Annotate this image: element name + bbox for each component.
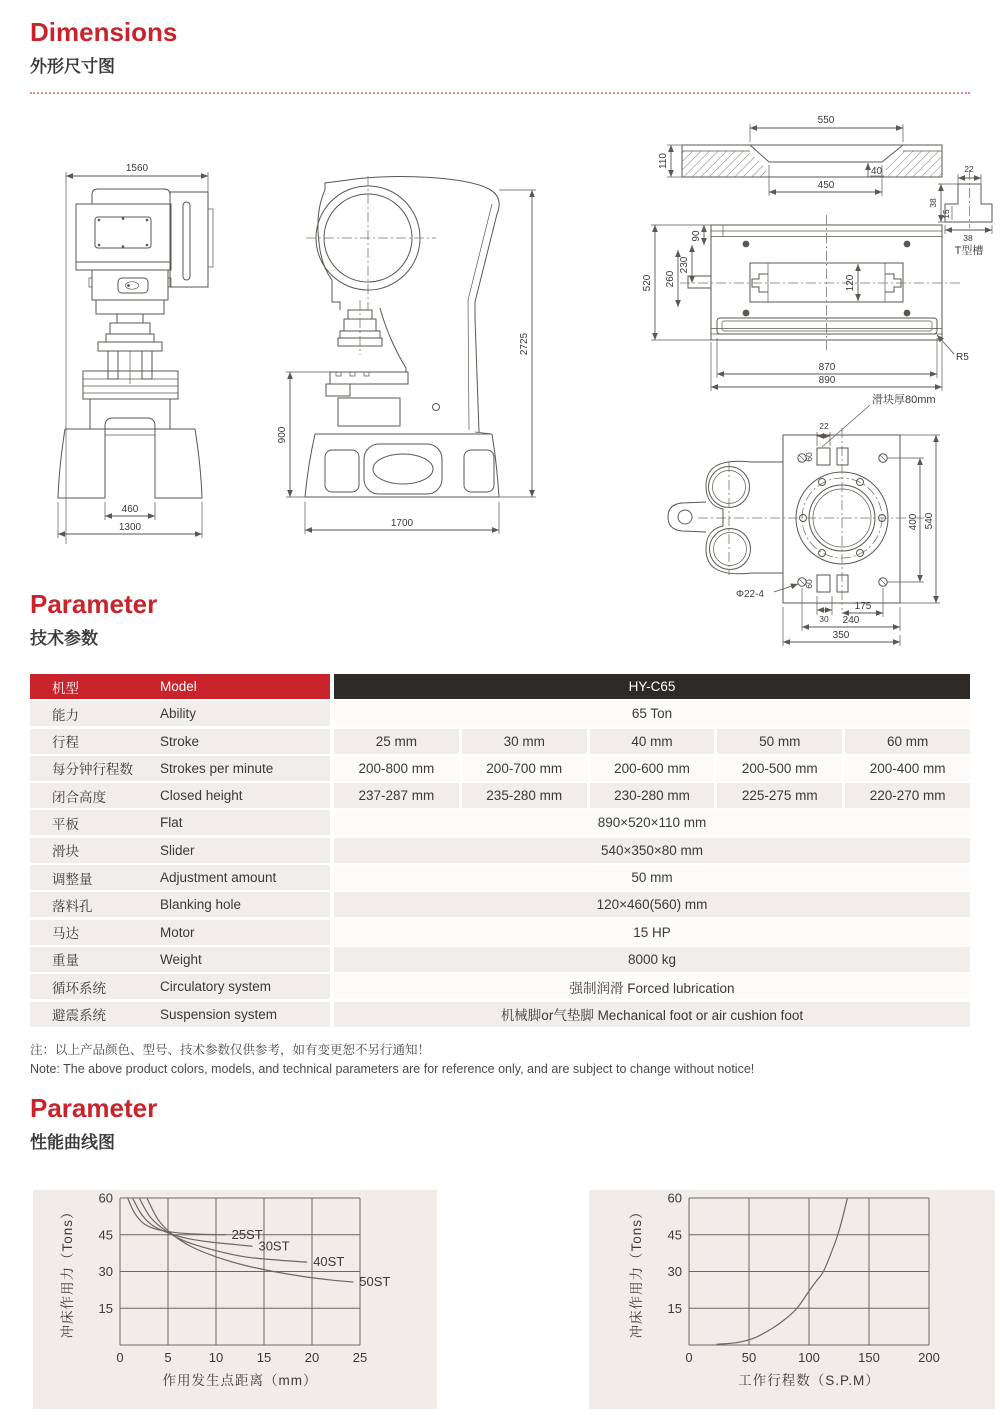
spec-label-en: Flat xyxy=(160,815,183,831)
x-tick-label: 20 xyxy=(304,1350,320,1365)
spec-label-en: Suspension system xyxy=(160,1006,278,1022)
chart-capacity-vs-spm xyxy=(589,1190,995,1409)
spec-label-cell xyxy=(30,729,330,754)
x-tick-label: 25 xyxy=(352,1350,368,1365)
spec-value: 890×520×110 mm xyxy=(334,810,970,835)
dotted-divider xyxy=(30,92,970,94)
tslot-label: T型槽 xyxy=(954,245,984,257)
dimension-label: 175 xyxy=(854,601,872,612)
footnote-cn: 注：以上产品颜色、型号、技术参数仅供参考，如有变更恕不另行通知！ xyxy=(30,1043,431,1057)
dimension-label: 870 xyxy=(818,362,836,373)
dimension-label: 120 xyxy=(845,274,856,292)
spec-label-cell xyxy=(30,920,330,945)
chart-panel-capacity-vs-distance xyxy=(33,1190,437,1409)
technical-drawing-front-view xyxy=(40,152,270,550)
y-tick-label: 15 xyxy=(98,1300,113,1316)
spec-value: 30 mm xyxy=(462,729,587,754)
spec-label-en: Adjustment amount xyxy=(160,870,277,886)
series-label: 25ST xyxy=(231,1226,263,1242)
spec-label-cn: 避震系统 xyxy=(52,1008,106,1024)
spec-label-cn: 循环系统 xyxy=(52,980,106,996)
dimension-label: 110 xyxy=(658,153,669,169)
spec-label-cn: 落料孔 xyxy=(52,898,93,914)
spec-label-en: Closed height xyxy=(160,788,243,804)
spec-label-en: Blanking hole xyxy=(160,897,242,913)
x-tick-label: 0 xyxy=(116,1350,124,1365)
heading-dimensions-en: Dimensions xyxy=(30,17,178,47)
heading-curves-en: Parameter xyxy=(30,1093,158,1123)
spec-label-cell xyxy=(30,838,330,863)
x-tick-label: 150 xyxy=(858,1350,880,1365)
y-tick-label: 15 xyxy=(667,1300,682,1316)
model-label-cell xyxy=(30,674,330,699)
dimension-label: 22 xyxy=(819,421,829,431)
footnote-en: Note: The above product colors, models, and technical parameters are for reference only, and are subject to change without notice! xyxy=(30,1062,755,1077)
dimension-label: 900 xyxy=(277,426,288,444)
spec-label-cell xyxy=(30,701,330,726)
spec-value: 237-287 mm xyxy=(334,783,459,808)
slider-thickness-label: 滑块厚80mm xyxy=(872,394,936,406)
table-row xyxy=(30,838,970,863)
y-tick-label: 45 xyxy=(667,1227,682,1243)
spec-label-en: Strokes per minute xyxy=(160,760,274,776)
spec-label-cn: 调整量 xyxy=(52,871,93,887)
dimension-label: 520 xyxy=(642,274,653,292)
spec-label-cell xyxy=(30,865,330,890)
spec-label-cell xyxy=(30,947,330,972)
spec-value: 200-700 mm xyxy=(462,756,587,781)
spec-label-cn: 能力 xyxy=(52,707,79,723)
y-tick-label: 60 xyxy=(667,1190,682,1206)
spec-value: 15 HP xyxy=(334,920,970,945)
dimension-label: 22 xyxy=(964,164,974,174)
spec-value: 200-500 mm xyxy=(717,756,842,781)
dimension-label: 400 xyxy=(908,513,919,531)
dimension-label: 550 xyxy=(817,115,835,126)
model-value: HY-C65 xyxy=(334,674,970,699)
chart-panel-capacity-vs-spm xyxy=(589,1190,995,1409)
spec-value: 200-600 mm xyxy=(590,756,715,781)
dimension-label: 90 xyxy=(691,230,702,242)
spec-label-cell xyxy=(30,1002,330,1027)
section-heading-dimensions xyxy=(30,18,177,77)
spec-value: 200-400 mm xyxy=(845,756,970,781)
spec-value: 235-280 mm xyxy=(462,783,587,808)
table-row xyxy=(30,810,970,835)
spec-table xyxy=(30,674,970,1029)
footnote xyxy=(30,1041,754,1080)
spec-value: 540×350×80 mm xyxy=(334,838,970,863)
dimension-label: 350 xyxy=(832,630,850,641)
dimension-label: 15 xyxy=(941,209,951,219)
dimension-label: 40 xyxy=(871,166,883,177)
x-tick-label: 0 xyxy=(685,1350,693,1365)
dimension-label: 890 xyxy=(818,375,836,386)
heading-curves-cn: 性能曲线图 xyxy=(30,1132,115,1152)
dimension-label: 240 xyxy=(842,615,860,626)
table-row xyxy=(30,920,970,945)
spec-label-en: Ability xyxy=(160,706,197,722)
y-tick-label: 30 xyxy=(98,1264,113,1279)
spec-value: 8000 kg xyxy=(334,947,970,972)
y-tick-label: 60 xyxy=(98,1190,113,1206)
spec-value: 230-280 mm xyxy=(590,783,715,808)
x-tick-label: 5 xyxy=(164,1350,172,1365)
spec-label-en: Weight xyxy=(160,951,202,967)
spec-label-en: Circulatory system xyxy=(160,979,272,995)
dimension-label: 540 xyxy=(924,512,935,530)
y-axis-label: 冲床作用力（Tons） xyxy=(629,1204,644,1339)
heading-parameter-en: Parameter xyxy=(30,589,158,619)
table-row xyxy=(30,701,970,726)
dimension-label: 2725 xyxy=(519,332,530,356)
spec-value: 60 mm xyxy=(845,729,970,754)
x-axis-label: 工作行程数（S.P.M） xyxy=(738,1373,880,1388)
spec-label-cell xyxy=(30,783,330,808)
heading-parameter-cn: 技术参数 xyxy=(30,628,98,648)
dimension-label: 460 xyxy=(121,504,139,515)
spec-value: 220-270 mm xyxy=(845,783,970,808)
dimension-label: 1560 xyxy=(125,163,149,174)
x-tick-label: 10 xyxy=(208,1350,224,1365)
spec-label-cn: 平板 xyxy=(52,816,79,832)
x-tick-label: 200 xyxy=(918,1350,940,1365)
spec-label-cn: 行程 xyxy=(52,735,79,751)
chart-capacity-vs-distance xyxy=(33,1190,437,1409)
dimension-label: 260 xyxy=(665,270,676,288)
spec-value: 50 mm xyxy=(717,729,842,754)
dimension-label: 38 xyxy=(928,198,938,208)
spec-label-cell xyxy=(30,756,330,781)
spec-value: 200-800 mm xyxy=(334,756,459,781)
dimension-label: 230 xyxy=(679,256,690,274)
spec-label-en: Slider xyxy=(160,842,195,858)
x-axis-label: 作用发生点距离（mm） xyxy=(162,1373,318,1388)
spec-value: 65 Ton xyxy=(334,701,970,726)
dimension-label: 1300 xyxy=(118,522,142,533)
spec-label-cell xyxy=(30,810,330,835)
dimension-label: R5 xyxy=(956,352,969,363)
spec-label-cn: 每分钟行程数 xyxy=(52,762,133,778)
series-label: 40ST xyxy=(313,1254,345,1270)
dimension-label: 450 xyxy=(817,180,835,191)
section-heading-parameter-curves xyxy=(30,1094,157,1153)
table-row xyxy=(30,974,970,999)
spec-label-cn: 马达 xyxy=(52,926,79,942)
model-label-cn: 机型 xyxy=(52,680,79,696)
spec-label-cn: 闭合高度 xyxy=(52,789,106,805)
model-label-en: Model xyxy=(160,679,197,694)
dimension-label: 60 xyxy=(804,452,814,462)
table-row xyxy=(30,1002,970,1027)
spec-label-cell xyxy=(30,892,330,917)
dimension-label: 1700 xyxy=(390,518,414,529)
y-tick-label: 30 xyxy=(667,1264,682,1279)
spec-value: 120×460(560) mm xyxy=(334,892,970,917)
dimension-label: 38 xyxy=(963,233,973,243)
series-label: 30ST xyxy=(258,1238,290,1254)
spec-value: 25 mm xyxy=(334,729,459,754)
spec-value: 机械脚or气垫脚 Mechanical foot or air cushion foot xyxy=(334,1002,970,1027)
spec-value: 40 mm xyxy=(590,729,715,754)
spec-label-en: Stroke xyxy=(160,733,200,749)
x-tick-label: 50 xyxy=(741,1350,757,1365)
technical-drawing-bolster-and-slider xyxy=(640,110,1000,658)
table-header-row xyxy=(30,674,970,699)
table-row xyxy=(30,892,970,917)
spec-value: 强制润滑 Forced lubrication xyxy=(334,974,970,999)
y-axis-label: 冲床作用力（Tons） xyxy=(60,1204,75,1339)
spec-label-cell xyxy=(30,974,330,999)
table-row xyxy=(30,756,970,781)
x-tick-label: 15 xyxy=(256,1350,272,1365)
table-row xyxy=(30,783,970,808)
section-heading-parameter-table xyxy=(30,590,157,649)
y-tick-label: 45 xyxy=(98,1227,113,1243)
series-label: 50ST xyxy=(359,1274,391,1290)
dimension-label: Φ22-4 xyxy=(736,589,764,600)
heading-dimensions-cn: 外形尺寸图 xyxy=(30,56,115,76)
spec-value: 225-275 mm xyxy=(717,783,842,808)
dimension-label: 30 xyxy=(819,614,829,624)
table-row xyxy=(30,729,970,754)
spec-value: 50 mm xyxy=(334,865,970,890)
table-row xyxy=(30,865,970,890)
spec-label-en: Motor xyxy=(160,924,195,940)
spec-label-cn: 滑块 xyxy=(52,844,79,860)
technical-drawing-side-view xyxy=(268,150,560,550)
spec-label-cn: 重量 xyxy=(52,953,79,969)
x-tick-label: 100 xyxy=(798,1350,820,1365)
table-row xyxy=(30,947,970,972)
dimension-label: 60 xyxy=(804,579,814,589)
